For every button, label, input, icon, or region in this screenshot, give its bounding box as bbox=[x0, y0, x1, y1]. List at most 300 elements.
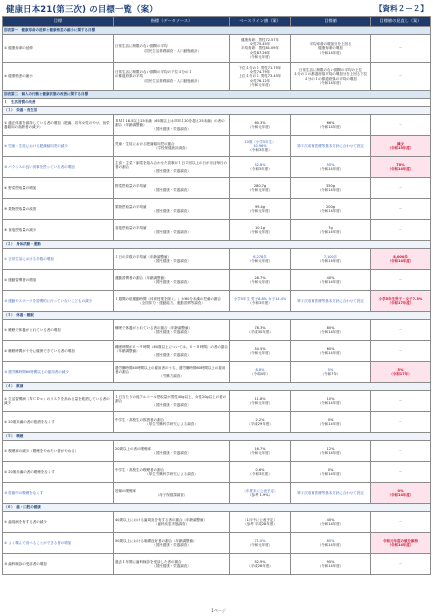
cell-line: 10.96% bbox=[253, 143, 267, 148]
target-cell bbox=[291, 136, 371, 157]
indicator-cell bbox=[114, 199, 230, 220]
cell-line: － bbox=[398, 277, 403, 282]
table-row bbox=[3, 362, 431, 383]
goal-cell: ⑤ 果物摂取量の改善 bbox=[3, 199, 114, 220]
baseline-cell bbox=[230, 199, 291, 220]
cell-line: （令和14年度） bbox=[317, 401, 344, 405]
goal-cell: ④ 野菜摂取量の増加 bbox=[3, 178, 114, 199]
target-cell bbox=[291, 35, 371, 63]
cell-line: （令和元年度） bbox=[247, 259, 273, 263]
cell-line: （令和元年度） bbox=[247, 401, 273, 405]
cell-line: 令和元年度の値を維持 bbox=[383, 538, 418, 543]
category-header bbox=[3, 241, 431, 249]
cell-line: （令和元年度） bbox=[247, 188, 273, 192]
cell-line: 6,278歩 bbox=[253, 254, 267, 259]
baseline-cell bbox=[230, 441, 291, 462]
column-header: 目標値 bbox=[291, 17, 371, 27]
cell-line: ４分の１の都道府県平均の増加分を上回る下位 bbox=[293, 72, 368, 77]
target-cell bbox=[291, 199, 371, 220]
baseline-cell bbox=[230, 220, 291, 241]
cell-line: （国民健康・栄養調査） bbox=[152, 451, 191, 455]
section-header bbox=[3, 27, 431, 35]
table-row bbox=[3, 220, 431, 241]
cell-line: ４分の１の都道府県の平均の増加 bbox=[304, 76, 357, 81]
cell-line: 0.6% bbox=[255, 467, 265, 472]
table-row bbox=[3, 115, 431, 136]
cell-line: 上位４分の１ 男性73.45年 bbox=[238, 74, 282, 79]
cell-line: 350g bbox=[326, 183, 335, 188]
cell-line: － bbox=[398, 185, 403, 190]
title-row bbox=[2, 2, 430, 16]
baseline-cell bbox=[230, 270, 291, 291]
category-header-label: （３） 休養・睡眠 bbox=[3, 312, 431, 320]
cell-line: － bbox=[398, 561, 403, 566]
goal-cell: ① 生活習慣病（ＮＣＤｓ）のリスクを高める量を飲酒している者の減少 bbox=[3, 391, 114, 412]
cell-line: 40% bbox=[326, 517, 335, 522]
review-cell bbox=[371, 136, 431, 157]
cell-line: （母子保健課調査） bbox=[155, 493, 188, 497]
cell-line: 8.8% bbox=[255, 367, 265, 372]
baseline-cell bbox=[230, 63, 291, 91]
cell-line: 10歳（小学5年生） bbox=[244, 139, 276, 144]
target-cell bbox=[291, 291, 371, 312]
baseline-cell bbox=[230, 533, 291, 554]
cell-line: 60.3% bbox=[254, 120, 266, 125]
table-header bbox=[3, 17, 431, 27]
indicator-cell bbox=[114, 441, 230, 462]
cell-line: １日の歩数の平均値（年齢調整値） bbox=[115, 254, 171, 259]
cell-line: 8,000歩 bbox=[393, 254, 408, 259]
section-header-label: 別表第二 個人の行動と健康状態の改善に関する目標 bbox=[3, 91, 431, 99]
cell-line: （国民生活基礎調査・人口動態統計） bbox=[141, 48, 202, 53]
baseline-cell bbox=[230, 136, 291, 157]
cell-line: （令和元年度） bbox=[247, 54, 273, 59]
cell-line: （国民健康・栄養調査） bbox=[152, 188, 191, 192]
baseline-cell bbox=[230, 554, 291, 575]
target-cell bbox=[291, 249, 371, 270]
cell-line: （国民健康・栄養調査） bbox=[152, 169, 191, 174]
goal-cell: ② 20歳未満の者の喫煙をなくす bbox=[3, 462, 114, 483]
cell-line: 中学生・高校生の喫煙者の割合 bbox=[115, 467, 164, 472]
cell-line: 0% bbox=[327, 417, 334, 422]
column-header: 目標値の見直し（案） bbox=[371, 17, 431, 27]
cell-line: 28.7% bbox=[254, 275, 266, 280]
cell-line: 第２次成育医療等基本方針に合わせて設定 bbox=[297, 143, 364, 148]
review-cell bbox=[371, 483, 431, 504]
goal-cell: ① 適正体重を維持している者の増加（肥満、若年女性のやせ、低栄養傾向の高齢者の減少） bbox=[3, 115, 114, 136]
cell-line: （令和14年度） bbox=[317, 451, 344, 455]
target-cell bbox=[291, 512, 371, 533]
goal-cell: ③ バランスの良い食事を摂っている者の増加 bbox=[3, 157, 114, 178]
review-cell bbox=[371, 63, 431, 91]
baseline-cell bbox=[230, 341, 291, 362]
table-row bbox=[3, 63, 431, 91]
baseline-cell bbox=[230, 320, 291, 341]
cell-line: （国民健康・栄養調査） bbox=[152, 353, 191, 358]
cell-line: （国民生活基礎調査・人口動態統計） bbox=[141, 78, 202, 83]
review-cell bbox=[371, 533, 431, 554]
category-header bbox=[3, 312, 431, 320]
indicator-cell bbox=[114, 412, 230, 433]
table-row bbox=[3, 462, 431, 483]
cell-line: （令和14年度） bbox=[317, 422, 344, 426]
cell-line: （令和14年度） bbox=[387, 259, 414, 263]
cell-line: （令和元年度） bbox=[247, 451, 273, 455]
baseline-cell bbox=[230, 291, 291, 312]
cell-line: 71.0% bbox=[254, 538, 266, 543]
column-header: 指標（データソース） bbox=[114, 17, 230, 27]
review-cell bbox=[371, 35, 431, 63]
cell-line: （参考 平成28年度） bbox=[243, 522, 277, 526]
cell-line: （令和14年度） bbox=[317, 330, 344, 334]
cell-line: 200g bbox=[326, 204, 335, 209]
cell-line: 主食・主菜・副菜を組み合わせた食事が１日２回以上の日がほぼ毎日の者の割合 bbox=[115, 160, 227, 169]
cell-line: （令和14年度） bbox=[317, 351, 344, 355]
cell-line: （年度末に公表予定） bbox=[242, 488, 278, 493]
cell-line: 7g bbox=[328, 225, 333, 230]
cell-line: （令和14年度） bbox=[317, 167, 344, 171]
goal-cell: ② よく噛んで食べることができる者の増加 bbox=[3, 533, 114, 554]
cell-line: （令和14年度） bbox=[317, 188, 344, 192]
cell-line: 66% bbox=[326, 120, 335, 125]
indicator-cell bbox=[114, 512, 230, 533]
cell-line: 0% bbox=[327, 467, 334, 472]
cell-line: （参考 1.9%） bbox=[247, 493, 272, 497]
goal-cell: ② 睡眠時間が十分に確保できている者の増加 bbox=[3, 341, 114, 362]
cell-line: の都道府県の平均 bbox=[115, 74, 143, 79]
goal-cell: ③ 週労働時間60時間以上の雇用者の減少 bbox=[3, 362, 114, 383]
cell-line: （国民健康・栄養調査） bbox=[152, 209, 191, 213]
baseline-cell bbox=[230, 391, 291, 412]
target-cell bbox=[291, 63, 371, 91]
table-row bbox=[3, 391, 431, 412]
cell-line: 60% bbox=[326, 346, 335, 351]
cell-line: 80% bbox=[326, 538, 335, 543]
cell-line: 第２次成育医療等基本方針に合わせて設定 bbox=[297, 298, 364, 303]
target-cell bbox=[291, 441, 371, 462]
goal-cell: ① 健康寿命の延伸 bbox=[3, 35, 114, 63]
section-header bbox=[3, 91, 431, 99]
target-cell bbox=[291, 554, 371, 575]
baseline-cell bbox=[230, 178, 291, 199]
cell-line: （令和14年度） bbox=[317, 209, 344, 213]
goal-cell: ③ 妊娠中の喫煙をなくす bbox=[3, 483, 114, 504]
cell-line: 女性76.12年 bbox=[249, 78, 271, 83]
review-cell bbox=[371, 291, 431, 312]
cell-line: 健康寿命：男性72.57年 bbox=[240, 37, 280, 42]
indicator-cell bbox=[114, 157, 230, 178]
cell-line: 第２次成育医療等基本方針に合わせて設定 bbox=[297, 490, 364, 495]
goal-cell: ① 日常生活における歩数の増加 bbox=[3, 249, 114, 270]
cell-line: 54.5% bbox=[254, 346, 266, 351]
cell-line: 小学5年生 男子8.8% 女子14.4% bbox=[233, 296, 287, 301]
cell-line: 40歳以上における歯周炎を有する者の割合（年齢調整値） bbox=[115, 517, 207, 522]
category-header bbox=[3, 383, 431, 391]
cell-line: （労働力調査） bbox=[159, 374, 184, 379]
cell-line: 週労働時間40時間以上の雇用者のうち、週労働時間60時間以上の雇用者の割合 bbox=[115, 365, 226, 374]
cell-line: （歯科疾患実態調査） bbox=[154, 522, 189, 526]
cell-line: （令和14年度） bbox=[317, 80, 344, 85]
cell-line: （平成28年度） bbox=[247, 564, 273, 568]
review-cell bbox=[371, 320, 431, 341]
target-cell bbox=[291, 270, 371, 291]
subsection-header bbox=[3, 99, 431, 107]
review-cell bbox=[371, 512, 431, 533]
cell-line: 12% bbox=[326, 446, 335, 451]
cell-line: － bbox=[398, 206, 403, 211]
cell-line: 52.8% bbox=[254, 162, 266, 167]
cell-line: （令和14年度） bbox=[317, 280, 344, 284]
target-cell bbox=[291, 362, 371, 383]
baseline-cell bbox=[230, 157, 291, 178]
cell-line: 野菜摂取量の平均値 bbox=[115, 183, 147, 188]
cell-line: 日常生活に制限のない期間の平均 bbox=[115, 44, 168, 49]
baseline-cell bbox=[230, 462, 291, 483]
cell-line: 過去１年間に歯科検診を受診した者の割合 bbox=[115, 559, 182, 564]
cell-line: － bbox=[398, 448, 403, 453]
cell-line: （厚生労働科学研究による調査） bbox=[145, 472, 198, 476]
table-row bbox=[3, 412, 431, 433]
cell-line: （国民健康・栄養調査） bbox=[152, 280, 191, 284]
section-header-label: 別表第一 健康寿命の延伸と健康格差の縮小に関する目標 bbox=[3, 27, 431, 35]
cell-line: （令和元年度） bbox=[247, 230, 273, 234]
page-title: 健康日本21(第三次) の目標一覧（案） bbox=[6, 4, 158, 14]
cell-line: （国民健康・栄養調査） bbox=[152, 403, 191, 408]
cell-line: （国民健康・栄養調査） bbox=[152, 564, 191, 568]
cell-line: － bbox=[398, 46, 403, 51]
cell-line: （令和14年度） bbox=[317, 543, 344, 547]
cell-line: （令和14年度） bbox=[317, 472, 344, 476]
cell-line: （令和14年度） bbox=[317, 564, 344, 568]
table-row bbox=[3, 341, 431, 362]
cell-line: （令和14年度） bbox=[387, 167, 414, 171]
cell-line: 児童・生徒における肥満傾向児の割合 bbox=[115, 141, 175, 146]
target-cell bbox=[291, 178, 371, 199]
cell-line: 11.8% bbox=[254, 396, 266, 401]
cell-line: （全国体力・運動能力、運動習慣等調査） bbox=[138, 301, 205, 305]
table-row bbox=[3, 249, 431, 270]
cell-line: （令和14年度） bbox=[317, 50, 344, 55]
indicator-cell bbox=[114, 291, 230, 312]
indicator-cell bbox=[114, 178, 230, 199]
cell-line: （令和14年度） bbox=[387, 543, 414, 547]
target-cell bbox=[291, 391, 371, 412]
indicator-cell bbox=[114, 554, 230, 575]
cell-line: （学校保健統計調査） bbox=[154, 146, 189, 150]
indicator-cell bbox=[114, 483, 230, 504]
category-header bbox=[3, 504, 431, 512]
cell-line: 睡眠で休養がとれている者の割合（年齢調整値） bbox=[115, 325, 192, 330]
indicator-cell bbox=[114, 270, 230, 291]
cell-line: （令和17年） bbox=[389, 372, 412, 376]
cell-line: 95% bbox=[326, 559, 335, 564]
indicator-cell bbox=[114, 35, 230, 63]
cell-line: 40% bbox=[326, 275, 335, 280]
cell-line: － bbox=[398, 469, 403, 474]
baseline-cell bbox=[230, 412, 291, 433]
review-cell bbox=[371, 115, 431, 136]
cell-line: 10% bbox=[326, 396, 335, 401]
baseline-cell bbox=[230, 35, 291, 63]
target-cell bbox=[291, 341, 371, 362]
category-header bbox=[3, 433, 431, 441]
table-row bbox=[3, 554, 431, 575]
target-cell bbox=[291, 533, 371, 554]
cell-line: （令和3年度） bbox=[248, 167, 272, 171]
cell-line: （令和3年度） bbox=[248, 301, 272, 305]
table-row bbox=[3, 320, 431, 341]
table-row bbox=[3, 483, 431, 504]
cell-line: （令和元年度） bbox=[247, 543, 273, 547]
cell-line: 運動習慣者の割合（年齢調整値） bbox=[115, 275, 168, 280]
cell-line: （令和15年度） bbox=[387, 146, 414, 150]
page-number: 1ページ bbox=[211, 608, 226, 613]
cell-line: 5% bbox=[327, 367, 334, 372]
cell-line: （厚生労働科学研究による調査） bbox=[145, 422, 198, 426]
cell-line: 果物摂取量の平均値 bbox=[115, 204, 147, 209]
cell-line: （令和元年度） bbox=[247, 82, 273, 87]
review-cell bbox=[371, 157, 431, 178]
table-row bbox=[3, 441, 431, 462]
review-cell bbox=[371, 441, 431, 462]
target-cell bbox=[291, 462, 371, 483]
cell-line: 78.3% bbox=[254, 325, 266, 330]
cell-line: 16.7% bbox=[254, 446, 266, 451]
goal-cell: ① 喫煙率の減少（喫煙をやめたい者がやめる） bbox=[3, 441, 114, 462]
goal-cell: ③ 運動やスポーツを習慣的に行っていないこどもの減少 bbox=[3, 291, 114, 312]
cell-line: １週間の総運動時間（体育授業を除く。）が60分未満の児童の割合 bbox=[115, 296, 221, 301]
subsection-header-label: １ 生活習慣の改善 bbox=[3, 99, 431, 107]
cell-line: （令和17年度） bbox=[387, 301, 414, 305]
cell-line: 日常生活に制限のない期間の平均の下位４分の１ bbox=[115, 70, 192, 75]
review-cell bbox=[371, 362, 431, 383]
cell-line: 女性87.26年 bbox=[249, 50, 271, 55]
indicator-cell bbox=[114, 115, 230, 136]
review-cell bbox=[371, 554, 431, 575]
cell-line: （令和元年度） bbox=[247, 280, 273, 284]
cell-line: （国民健康・栄養調査） bbox=[152, 259, 191, 263]
cell-line: 平均寿命：男性81.09年 bbox=[240, 46, 280, 51]
baseline-cell bbox=[230, 115, 291, 136]
cell-line: （令和14年度） bbox=[387, 493, 414, 497]
target-cell bbox=[291, 483, 371, 504]
cell-line: 50% bbox=[326, 162, 335, 167]
cell-line: － bbox=[398, 348, 403, 353]
category-header-label: （２） 身体活動・運動 bbox=[3, 241, 431, 249]
indicator-cell bbox=[114, 320, 230, 341]
goal-cell: ① 睡眠で休養がとれている者の増加 bbox=[3, 320, 114, 341]
review-cell bbox=[371, 412, 431, 433]
cell-line: 70% bbox=[396, 162, 405, 167]
cell-line: 50歳以上における咀嚼良好者の割合（年齢調整値） bbox=[115, 538, 197, 543]
goal-cell: ② 児童・生徒における肥満傾向児の減少 bbox=[3, 136, 114, 157]
indicator-cell bbox=[114, 362, 230, 383]
cell-line: （令和元年度） bbox=[247, 351, 273, 355]
indicator-cell bbox=[114, 249, 230, 270]
baseline-cell bbox=[230, 249, 291, 270]
review-cell bbox=[371, 341, 431, 362]
cell-line: － bbox=[398, 419, 403, 424]
cell-line: 日常生活に制限のない期間の平均の上位 bbox=[299, 67, 362, 72]
goal-cell: ⑥ 食塩摂取量の減少 bbox=[3, 220, 114, 241]
cell-line: 下位４分の１ 男性71.75年 bbox=[238, 65, 282, 70]
target-cell bbox=[291, 115, 371, 136]
target-cell bbox=[291, 412, 371, 433]
goal-table bbox=[2, 16, 431, 575]
category-header-label: （１） 栄養・食生活 bbox=[3, 107, 431, 115]
cell-line: 平均寿命の増加分を上回る bbox=[309, 42, 352, 47]
cell-line: （国民健康・栄養調査） bbox=[152, 330, 191, 334]
cell-line: 睡眠時間が６～９時間（60歳以上については、６～８時間）の者の割合（年齢調整値） bbox=[115, 344, 228, 353]
table-row bbox=[3, 35, 431, 63]
cell-line: （令和元年度） bbox=[247, 125, 273, 129]
table-row bbox=[3, 136, 431, 157]
cell-line: 減少 bbox=[397, 141, 404, 146]
cell-line: － bbox=[398, 398, 403, 403]
category-header-label: （４） 飲酒 bbox=[3, 383, 431, 391]
cell-line: 80% bbox=[326, 325, 335, 330]
cell-line: 女性74.79年 bbox=[249, 70, 271, 75]
indicator-cell bbox=[114, 533, 230, 554]
cell-line: １日当たりの純アルコール摂取量が男性40g以上、女性20g以上の者の割合 bbox=[115, 394, 227, 403]
goal-cell: ② 20歳未満の者の飲酒をなくす bbox=[3, 412, 114, 433]
indicator-cell bbox=[114, 462, 230, 483]
table-row bbox=[3, 199, 431, 220]
table-row bbox=[3, 157, 431, 178]
goal-cell: ② 健康格差の縮小 bbox=[3, 63, 114, 91]
indicator-cell bbox=[114, 63, 230, 91]
cell-line: （令和14年度） bbox=[317, 259, 344, 263]
cell-line: （令和14年度） bbox=[317, 125, 344, 129]
cell-line: 99.4g bbox=[254, 204, 265, 209]
cell-line: 280.7g bbox=[253, 183, 267, 188]
cell-line: 妊婦の喫煙率 bbox=[115, 488, 136, 493]
cell-line: （国民健康・栄養調査） bbox=[152, 230, 191, 234]
review-cell bbox=[371, 249, 431, 270]
review-cell bbox=[371, 462, 431, 483]
target-cell bbox=[291, 157, 371, 178]
cell-line: 20歳以上の者の喫煙率 bbox=[115, 446, 151, 451]
cell-line: － bbox=[398, 74, 403, 79]
cell-line: 5% bbox=[397, 367, 404, 372]
goal-cell: ③ 歯科検診の受診者の増加 bbox=[3, 554, 114, 575]
baseline-cell bbox=[230, 362, 291, 383]
cell-line: （令和14年度） bbox=[317, 230, 344, 234]
indicator-cell bbox=[114, 220, 230, 241]
indicator-cell bbox=[114, 136, 230, 157]
cell-line: （令和7年） bbox=[320, 372, 341, 376]
target-cell bbox=[291, 220, 371, 241]
cell-line: － bbox=[398, 327, 403, 332]
review-cell bbox=[371, 178, 431, 199]
cell-line: （国民健康・栄養調査） bbox=[152, 127, 191, 132]
cell-line: （令和元年度） bbox=[247, 209, 273, 213]
cell-line: （平成30年度） bbox=[247, 330, 273, 334]
target-cell bbox=[291, 320, 371, 341]
cell-line: （国民健康・栄養調査） bbox=[152, 543, 191, 547]
review-cell bbox=[371, 391, 431, 412]
cell-line: ＢＭＩ18.5以上25未満（65歳以上はＢＭＩ20を超え25未満）の者の割合（年齢調整値） bbox=[115, 118, 225, 127]
cell-line: 52.9% bbox=[254, 559, 266, 564]
review-cell bbox=[371, 199, 431, 220]
document-id: 【資料２－２】 bbox=[374, 4, 428, 13]
cell-line: （令和3年度） bbox=[248, 148, 272, 153]
cell-line: 2.2% bbox=[255, 417, 265, 422]
cell-line: 健康寿命の増加 bbox=[318, 46, 343, 51]
category-header-label: （６） 歯・口腔の健康 bbox=[3, 504, 431, 512]
table-row bbox=[3, 270, 431, 291]
table-row bbox=[3, 512, 431, 533]
